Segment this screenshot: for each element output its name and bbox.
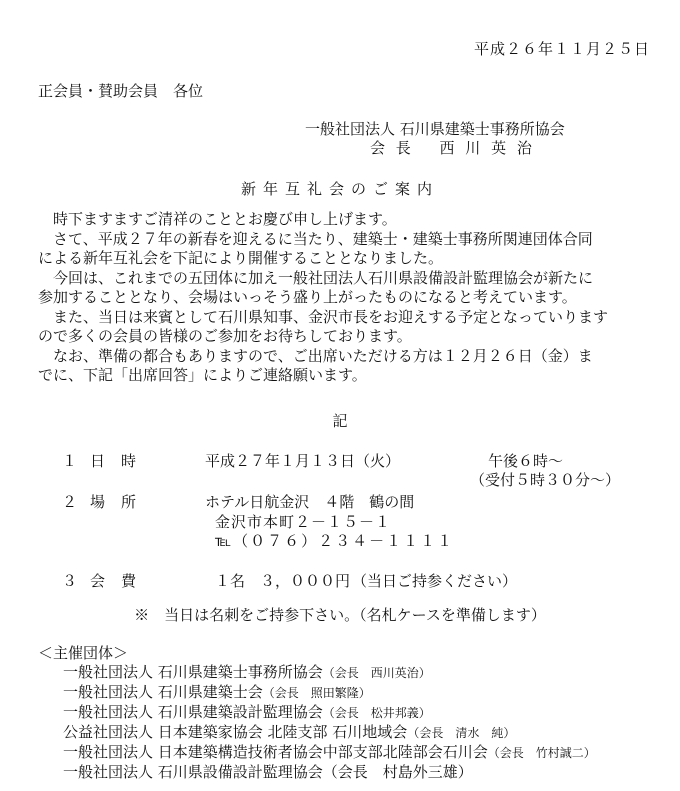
hosts-heading: ＜主催団体＞ [38,644,129,662]
date-item-label: 日時 [90,452,153,470]
body-line: 参加することとなり、会場はいっそう盛り上がったものになると考えています。 [38,288,577,306]
venue-address: 金沢市本町２－１５－１ [215,513,392,531]
body-line: なお、準備の都合もありますので、ご出席いただける方は１２月２６日（金）ま [38,346,593,365]
document-title: 新年互礼会のご案内 [240,180,439,198]
event-start-time: 午後６時〜 [488,452,564,470]
event-date: 平成２７年１月１３日（火） [205,452,401,470]
host-name: 一般社団法人 石川県設備設計監理協会 [63,763,323,781]
host-name: 一般社団法人 石川県建築士事務所協会 [63,663,323,681]
body-line: による新年互礼会を下記により開催することとなりました。 [38,249,444,267]
host-organization [63,761,473,782]
body-line: また、当日は来賓として石川県知事、金沢市長をお迎えする予定となっていります [38,307,609,326]
host-organization [63,681,371,702]
date-item-number: １ [62,452,78,470]
venue-item-label: 場所 [90,493,153,511]
host-representative: （会長 西川英治） [322,666,431,680]
body-line: 時下ますますご清祥のこととお慶び申し上げます。 [38,210,397,228]
sender-organization: 一般社団法人 石川県建築士事務所協会 [305,120,565,138]
sender-president: 会 長 西 川 英 治 [370,139,535,157]
letter-body [38,210,658,386]
ki-heading: 記 [332,412,348,430]
body-line: 今回は、これまでの五団体に加え一般社団法人石川県設備設計監理協会が新たに [38,268,594,287]
host-representative: （会長 松井邦義） [322,706,431,720]
host-representative: （会長 清水 純） [407,726,516,740]
host-organization [63,721,515,742]
host-representative: （会長 照田繁隆） [262,686,371,700]
body-line: でに、下記「出席回答」によりご連絡願います。 [38,366,367,384]
venue-telephone: ℡（０７６）２３４－１１１１ [215,532,455,550]
fee-note: （当日ご持参ください） [352,572,518,590]
host-organization [63,701,431,722]
host-organization [63,741,596,762]
host-name: 一般社団法人 石川県建築設計監理協会 [63,703,323,721]
host-name: 一般社団法人 石川県建築士会 [63,683,263,701]
document-date: 平成２６年１１月２５日 [473,40,650,58]
host-name: 公益社団法人 日本建築家協会 北陸支部 石川地域会 [63,723,408,741]
fee-item-number: ３ [62,572,78,590]
host-representative: （会長 村島外三雄） [322,763,473,781]
fee-amount: １名 ３，０００円 [215,572,351,590]
body-line: さて、平成２７年の新春を迎えるに当たり、建築士・建築士事務所関連団体合同 [38,229,593,248]
reception-time: （受付５時３０分〜） [470,471,621,489]
venue-item-number: ２ [62,493,78,511]
business-card-note: ※ 当日は名刺をご持参下さい。（名札ケースを準備します） [134,606,546,624]
fee-item-label: 会費 [90,572,153,590]
host-organization [63,661,431,682]
body-line: ので多くの会員の皆様のご参加をお待ちしております。 [38,327,412,345]
host-name: 一般社団法人 日本建築構造技術者協会中部支部北陸部会石川会 [63,743,488,761]
venue-name: ホテル日航金沢 ４階 鶴の間 [205,493,415,511]
host-representative: （会長 竹村誠二） [487,746,596,760]
addressee: 正会員・賛助会員 各位 [38,82,204,100]
